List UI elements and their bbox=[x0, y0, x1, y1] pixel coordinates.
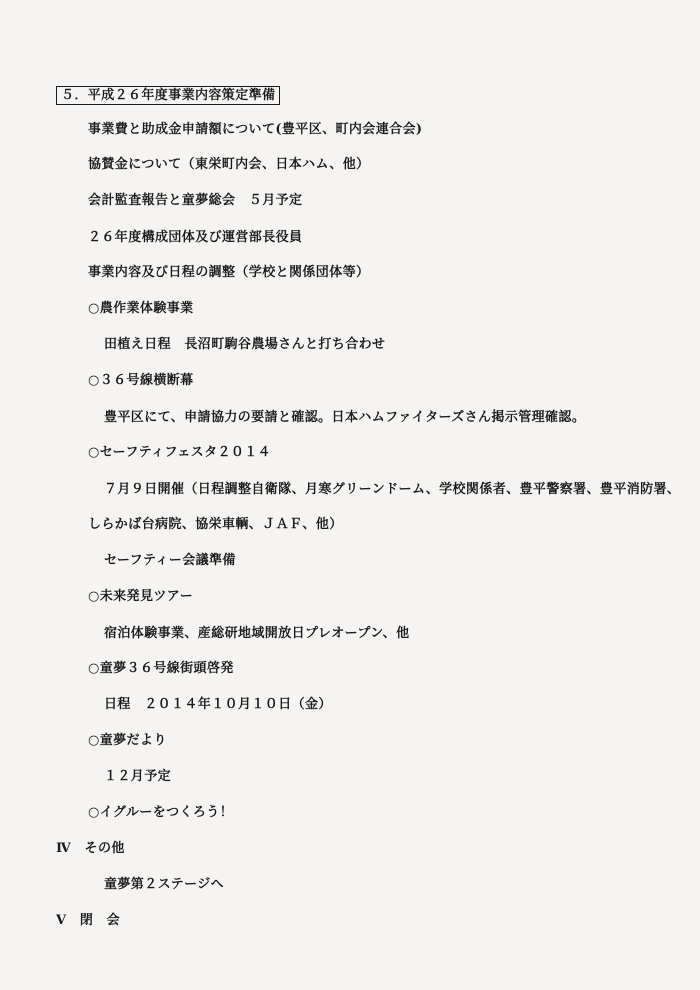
detail-safety-festa-2: しらかば台病院、協栄車輌、ＪＡＦ、他） bbox=[88, 517, 343, 532]
subheading-street-campaign: ○童夢３６号線街頭啓発 bbox=[88, 661, 234, 676]
subheading-farming: ○農作業体験事業 bbox=[88, 301, 194, 316]
subheading-safety-festa: ○セーフティフェスタ２０１４ bbox=[88, 445, 272, 460]
detail-street-campaign: 日程 ２０１４年１０月１０日（金） bbox=[104, 697, 332, 712]
section-heading: ５．平成２６年度事業内容策定準備 bbox=[56, 86, 280, 105]
item-schedule: 事業内容及び日程の調整（学校と関係団体等） bbox=[88, 265, 370, 280]
section-other: Ⅳ その他 bbox=[56, 841, 125, 856]
detail-safety-meeting: セーフティー会議準備 bbox=[104, 553, 236, 568]
detail-other: 童夢第２ステージへ bbox=[104, 877, 225, 892]
subheading-banner: ○３６号線横断幕 bbox=[88, 373, 194, 388]
item-audit: 会計監査報告と童夢総会 ５月予定 bbox=[88, 193, 303, 208]
subheading-igloo: ○イグルーをつくろう！ bbox=[88, 805, 234, 820]
subheading-discovery-tour: ○未来発見ツアー bbox=[88, 589, 194, 604]
section-closing: Ⅴ 閉 会 bbox=[56, 913, 121, 928]
detail-discovery-tour: 宿泊体験事業、産総研地域開放日プレオープン、他 bbox=[104, 626, 410, 641]
item-budget: 事業費と助成金申請額について(豊平区、町内会連合会) bbox=[88, 122, 423, 137]
item-sponsorship: 協賛金について（東栄町内会、日本ハム、他） bbox=[88, 157, 370, 172]
detail-banner: 豊平区にて、申請協力の要請と確認。日本ハムファイターズさん掲示管理確認。 bbox=[104, 410, 586, 425]
subheading-newsletter: ○童夢だより bbox=[88, 733, 167, 748]
detail-farming: 田植え日程 長沼町駒谷農場さんと打ち合わせ bbox=[104, 337, 386, 352]
detail-newsletter: １２月予定 bbox=[104, 769, 172, 784]
item-officers: ２６年度構成団体及び運営部長役員 bbox=[88, 230, 303, 245]
detail-safety-festa-1: ７月９日開催（日程調整自衛隊、月寒グリーンドーム、学校関係者、豊平警察署、豊平消防署、 bbox=[104, 482, 681, 497]
